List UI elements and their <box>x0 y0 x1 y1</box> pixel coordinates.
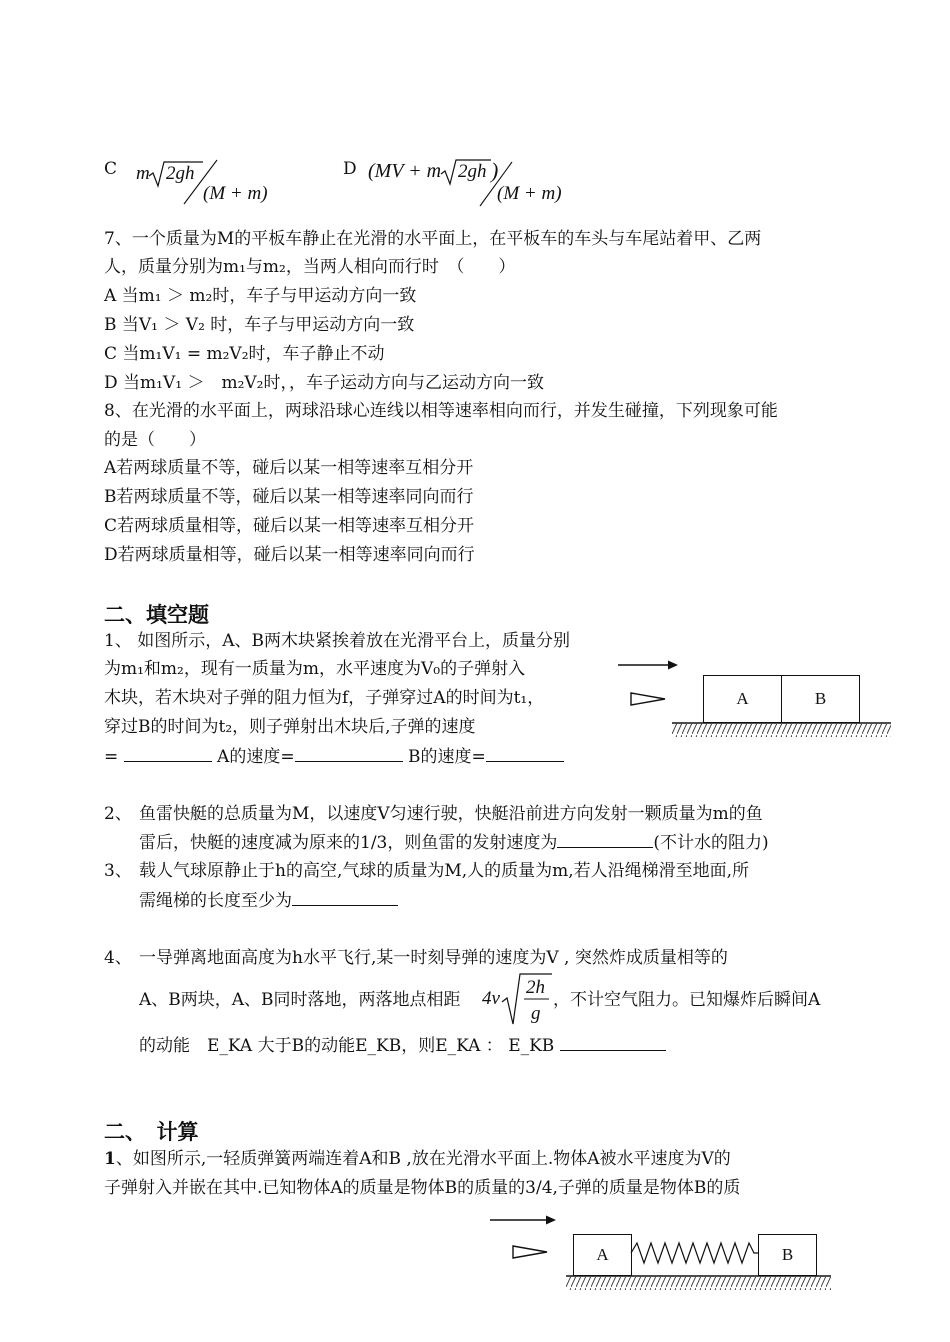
f2-number: 2、 <box>104 804 132 824</box>
f3-line1: 载人气球原静止于h的高空,气球的质量为M,人的质量为m,若人沿绳梯滑至地面,所 <box>139 861 750 881</box>
f1-line4: 穿过B的时间为t₂，则子弹射出木块后,子弹的速度 <box>104 717 476 737</box>
f3-answer-blank[interactable] <box>292 891 398 906</box>
f1-block-a: A <box>703 675 782 723</box>
f3-line2 <box>139 891 398 912</box>
f4-line3 <box>139 1036 666 1057</box>
f1-line2: 为m₁和m₂，现有一质量为m，水平速度为V₀的子弹射入 <box>104 659 526 679</box>
f1-line5 <box>104 747 564 768</box>
f2-line1: 鱼雷快艇的总质量为M，以速度V匀速行驶，快艇沿前进方向发射一颗质量为m的鱼 <box>139 804 763 824</box>
f1-bullet-icon <box>631 692 671 706</box>
f1-a-speed-label: A的速度= <box>211 747 295 767</box>
q7-option-b: B 当V₁ ＞ V₂ 时，车子与甲运动方向一致 <box>104 315 415 335</box>
f1-blank-prefix: = <box>104 747 124 767</box>
f4-expr-numerator: 2h <box>526 977 545 998</box>
section-fill-title: 二、填空题 <box>104 602 209 627</box>
f1-line1: 1、 如图所示，A、B两木块紧挨着放在光滑平台上，质量分别 <box>104 631 570 651</box>
q7-option-a: A 当m₁ ＞ m₂时，车子与甲运动方向一致 <box>104 286 417 306</box>
f1-bullet-speed-blank[interactable] <box>124 747 212 762</box>
q8-option-a: A若两球质量不等，碰后以某一相等速率互相分开 <box>104 458 474 478</box>
option-c-label: C <box>104 159 118 179</box>
option-d-numerator: (MV + m <box>368 160 442 182</box>
f4-line1: 一导弹离地面高度为h水平飞行,某一时刻导弹的速度为V , 突然炸成质量相等的 <box>139 948 728 968</box>
f4-expr-denominator: g <box>531 1003 541 1024</box>
f1-b-speed-blank[interactable] <box>486 747 564 762</box>
f1-line3: 木块，若木块对子弹的阻力恒为f，子弹穿过A的时间为t₁， <box>104 688 545 708</box>
c1-line1-text: 、如图所示,一轻质弹簧两端连着A和B ,放在光滑水平面上.物体A被水平速度为V的 <box>115 1149 731 1169</box>
q8-stem-line1: 8、在光滑的水平面上，两球沿球心连线以相等速率相向而行，并发生碰撞，下列现象可能 <box>104 401 778 421</box>
q8-stem-line2: 的是（ ） <box>104 430 206 450</box>
f4-answer-blank[interactable] <box>560 1036 666 1051</box>
section-calc-title: 二、 计算 <box>104 1119 199 1144</box>
f3-line2-text: 需绳梯的长度至少为 <box>139 891 292 911</box>
c1-bullet-icon <box>513 1245 553 1259</box>
q7-option-d: D 当m₁V₁ ＞ m₂V₂时，，车子运动方向与乙运动方向一致 <box>104 373 544 393</box>
c1-line1 <box>104 1150 731 1170</box>
option-d-radicand: 2gh <box>458 161 487 182</box>
f2-line2-end: (不计水的阻力) <box>653 833 769 853</box>
c1-line2: 子弹射入并嵌在其中.已知物体A的质量是物体B的质量的3/4,子弹的质量是物体B的质 <box>104 1178 741 1198</box>
f3-number: 3、 <box>104 861 132 881</box>
option-c-radicand: 2gh <box>166 163 195 184</box>
q7-stem-line1: 7、一个质量为M的平板车静止在光滑的水平面上，在平板车的车头与车尾站着甲、乙两 <box>104 229 762 249</box>
f1-b-speed-label: B的速度= <box>402 747 486 767</box>
c1-block-a: A <box>573 1234 632 1276</box>
f4-number: 4、 <box>104 948 132 968</box>
f4-expr-coefficient: 4v <box>482 988 500 1009</box>
q7-stem-line2: 人，质量分别为m₁与m₂，当两人相向而行时 （ ） <box>104 257 516 277</box>
f1-ground-hatching <box>672 722 892 740</box>
f2-line2-text: 雷后，快艇的速度减为原来的1/3，则鱼雷的发射速度为 <box>139 833 558 853</box>
f1-velocity-arrow-icon <box>618 659 688 671</box>
c1-ground-hatching <box>566 1275 832 1293</box>
c1-spring-icon <box>631 1241 761 1267</box>
f4-line3-text: 的动能 E_KA 大于B的动能E_KB，则E_KA ： E_KB <box>139 1036 560 1056</box>
c1-velocity-arrow-icon <box>490 1214 565 1226</box>
option-c-denominator: (M + m) <box>203 183 268 204</box>
q8-option-c: C若两球质量相等，碰后以某一相等速率互相分开 <box>104 516 475 536</box>
f2-answer-blank[interactable] <box>557 833 653 848</box>
f1-a-speed-blank[interactable] <box>295 747 403 762</box>
c1-block-b: B <box>758 1234 817 1276</box>
f4-line2-b: ，不计空气阻力。已知爆炸后瞬间A <box>553 990 821 1010</box>
c1-number: 1 <box>104 1149 116 1169</box>
f2-line2 <box>139 833 769 854</box>
option-d-label: D <box>343 159 357 179</box>
f1-block-b: B <box>781 675 860 723</box>
q7-option-c: C 当m₁V₁ = m₂V₂时，车子静止不动 <box>104 344 385 364</box>
option-d-denominator: (M + m) <box>497 183 562 204</box>
option-d-close-paren: ) <box>491 158 499 183</box>
q8-option-d: D若两球质量相等，碰后以某一相等速率同向而行 <box>104 545 475 565</box>
option-c-m: m <box>136 163 150 184</box>
f4-line2-a: A、B两块，A、B同时落地，两落地点相距 <box>139 990 461 1010</box>
q8-option-b: B若两球质量不等，碰后以某一相等速率同向而行 <box>104 487 474 507</box>
